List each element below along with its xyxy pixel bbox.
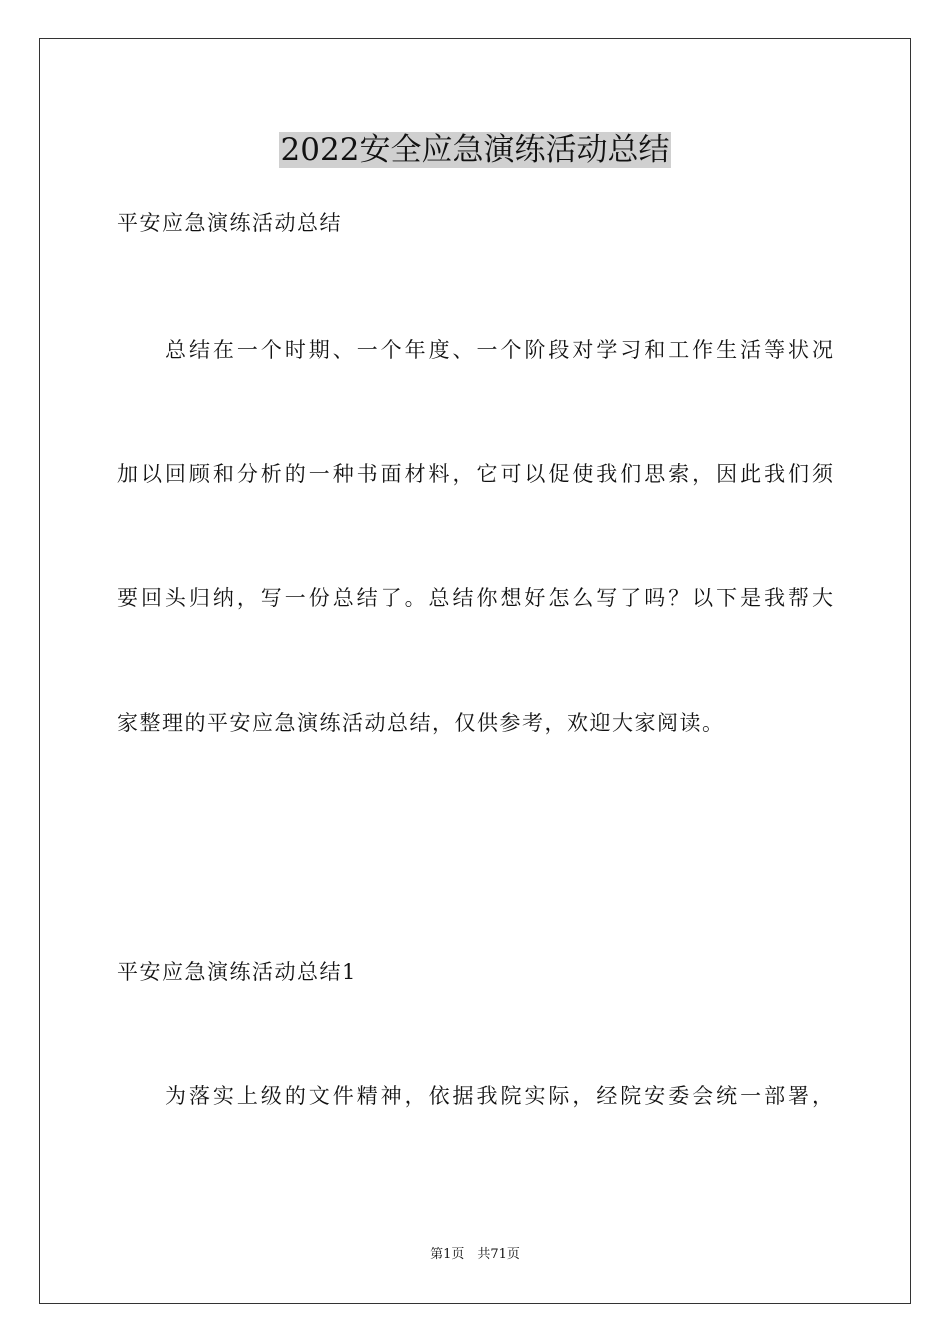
- document-subtitle: 平安应急演练活动总结: [117, 211, 342, 235]
- document-title: [0, 128, 950, 172]
- paragraph-line: 要回头归纳，写一份总结了。总结你想好怎么写了吗？以下是我帮大: [117, 586, 833, 610]
- paragraph-line: 总结在一个时期、一个年度、一个阶段对学习和工作生活等状况: [165, 338, 833, 362]
- page-number-footer: 第1页 共71页: [430, 1247, 520, 1262]
- section-heading: 平安应急演练活动总结1: [117, 960, 357, 984]
- paragraph-line: 家整理的平安应急演练活动总结，仅供参考，欢迎大家阅读。: [117, 711, 725, 735]
- paragraph-line: 加以回顾和分析的一种书面材料，它可以促使我们思索，因此我们须: [117, 462, 833, 486]
- paragraph-line: 为落实上级的文件精神，依据我院实际，经院安委会统一部署，: [165, 1084, 833, 1108]
- document-title-text: 2022安全应急演练活动总结: [280, 132, 670, 168]
